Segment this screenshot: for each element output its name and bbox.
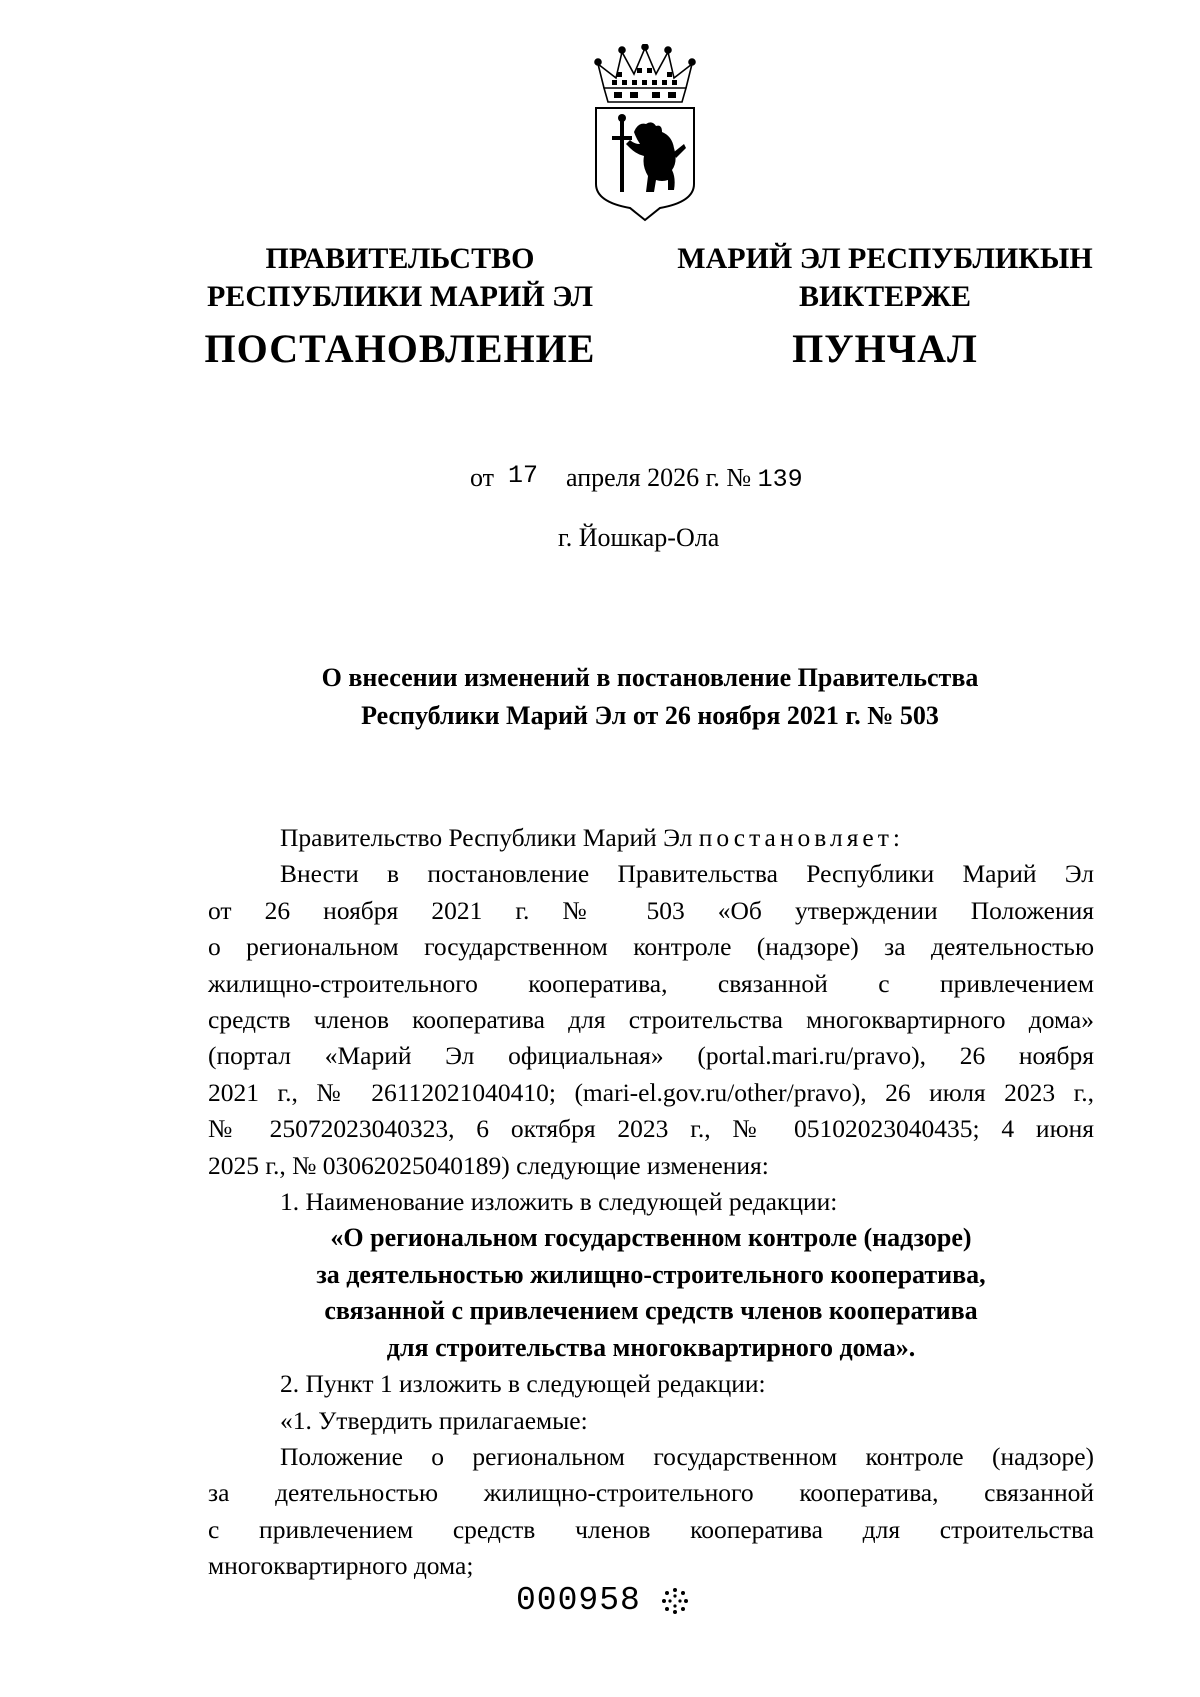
preamble-text: Правительство Республики Марий Эл: [280, 823, 699, 852]
item-2-text: «1. Утвердить прилагаемые:: [280, 1405, 588, 1435]
new-name-line: для строительства многоквартирного дома».: [386, 1332, 916, 1362]
preamble-resolves: постановляет:: [698, 823, 904, 852]
paragraph-line: Внести в постановление Правительства Республики Марий Эл: [280, 859, 1094, 889]
paragraph-line: 2025 г., № 03062025040189) следующие изменения:: [208, 1150, 769, 1180]
new-name-line: связанной с привлечением средств членов кооператива: [324, 1296, 978, 1326]
city: г. Йошкар-Ола: [558, 523, 720, 552]
paragraph-line: о региональном государственном контроле (надзоре) за деятельностью: [208, 932, 1094, 962]
paragraph-line: от 26 ноября 2021 г. № 503 «Об утверждении Положения: [208, 895, 1094, 925]
header-right: [655, 240, 1115, 316]
document-type-ru: ПОСТАНОВЛЕНИЕ: [204, 326, 596, 371]
document-body: [208, 820, 1094, 1585]
paragraph-line: средств членов кооператива для строительства многоквартирного дома»: [208, 1005, 1094, 1035]
serial-number: 000958: [516, 1582, 641, 1619]
date-month-year: апреля 2026 г. №: [566, 463, 752, 492]
document-title: [200, 659, 1100, 735]
new-name-line: за деятельностью жилищно-строительного кооператива,: [316, 1259, 986, 1289]
header-left-line1: ПРАВИТЕЛЬСТВО: [265, 242, 535, 275]
paragraph-line: жилищно-строительного кооператива, связанной с привлечением: [208, 968, 1094, 998]
paragraph-line: Положение о региональном государственном контроле (надзоре): [280, 1441, 1094, 1471]
asterisk-mark-icon: [660, 1586, 690, 1616]
date-prefix: от: [470, 463, 495, 492]
date-line: [470, 463, 803, 494]
header-left: [190, 240, 610, 316]
header-right-line1: МАРИЙ ЭЛ РЕСПУБЛИКЫН: [677, 242, 1093, 275]
paragraph-line: многоквартирного дома;: [208, 1551, 474, 1581]
paragraph-line: за деятельностью жилищно-строительного кооператива, связанной: [208, 1478, 1094, 1508]
item-1: 1. Наименование изложить в следующей редакции:: [280, 1187, 838, 1217]
coat-of-arms-mari-el-icon: [590, 44, 700, 222]
paragraph-line: (портал «Марий Эл официальная» (portal.mari.ru/pravo), 26 ноября: [208, 1041, 1094, 1071]
header-left-line2: РЕСПУБЛИКИ МАРИЙ ЭЛ: [206, 280, 593, 313]
paragraph-line: № 25072023040323, 6 октября 2023 г., № 05102023040435; 4 июня: [208, 1114, 1094, 1144]
document-type-mari: ПУНЧАЛ: [792, 326, 978, 371]
preamble: [208, 820, 1094, 856]
title-line2: Республики Марий Эл от 26 ноября 2021 г. № 503: [361, 701, 939, 730]
date-day: 17: [508, 461, 539, 490]
title-line1: О внесении изменений в постановление Правительства: [321, 663, 979, 692]
paragraph-line: с привлечением средств членов кооператива для строительства: [208, 1514, 1094, 1544]
document-number: 139: [757, 465, 803, 494]
item-2: 2. Пункт 1 изложить в следующей редакции:: [280, 1369, 766, 1399]
paragraph-line: 2021 г., № 26112021040410; (mari-el.gov.ru/other/pravo), 26 июля 2023 г.,: [208, 1077, 1094, 1107]
new-name-line: «О региональном государственном контроле (надзоре): [330, 1223, 972, 1253]
header-right-line2: ВИКТЕРЖЕ: [798, 280, 972, 313]
